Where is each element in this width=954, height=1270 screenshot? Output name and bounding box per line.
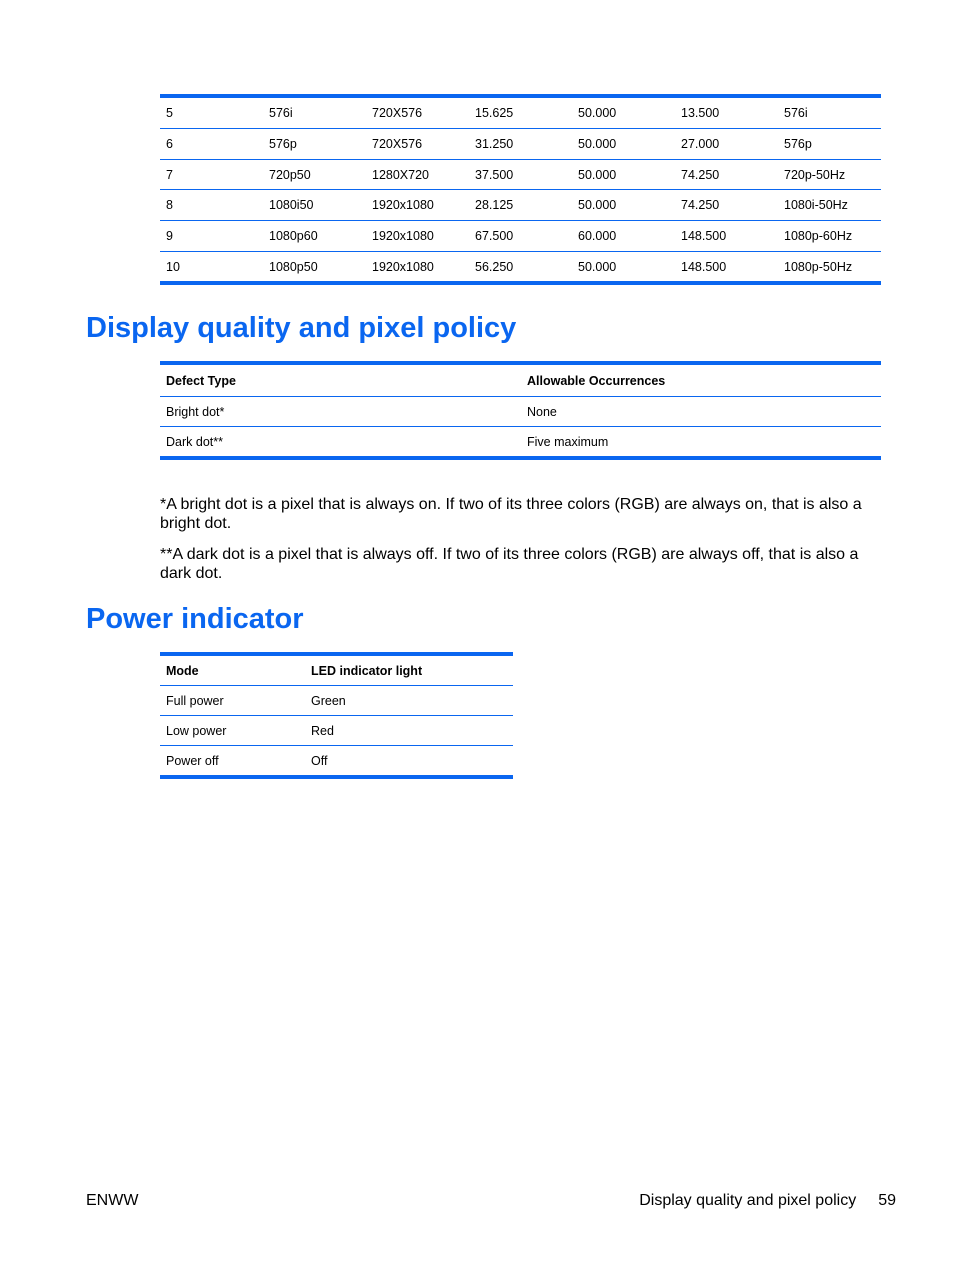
table-cell: 1920x1080 (366, 251, 469, 283)
table-cell: 50.000 (572, 190, 675, 221)
table-row (160, 686, 513, 716)
column-header: LED indicator light (305, 654, 513, 686)
table-cell: 6 (160, 129, 263, 160)
section-title-power-indicator: Power indicator (86, 603, 304, 635)
table-cell: Dark dot** (160, 427, 521, 459)
table-cell: 13.500 (681, 106, 720, 120)
table-cell: 7 (160, 159, 263, 190)
table-cell: 576p (263, 129, 366, 160)
dark-dot-note: **A dark dot is a pixel that is always off. If two of its three colors (RGB) are always off, that is also a dark dot. (160, 546, 859, 582)
table-cell: 28.125 (469, 190, 572, 221)
table-cell: Bright dot* (166, 404, 225, 419)
table-cell: 27.000 (675, 129, 778, 160)
table-cell: 15.625 (475, 106, 514, 120)
table-row (160, 129, 881, 160)
table-cell: 5 (166, 106, 173, 120)
table-row (160, 190, 881, 221)
column-header: Defect Type (160, 363, 521, 397)
bright-dot-note: *A bright dot is a pixel that is always on. If two of its three colors (RGB) are always on, that is also a bright dot. (160, 496, 862, 532)
pixel-defect-table (160, 361, 881, 460)
table-cell: 1080i50 (263, 190, 366, 221)
footer-doc-code: ENWW (86, 1192, 139, 1209)
table-cell: 50.000 (578, 106, 617, 120)
table-cell: 576p (778, 129, 881, 160)
table-cell: 1080p-60Hz (778, 221, 881, 252)
table-row (160, 397, 881, 427)
table-cell: 74.250 (675, 159, 778, 190)
table-row (160, 716, 513, 746)
table-cell: 10 (160, 251, 263, 283)
column-header: Allowable Occurrences (521, 363, 881, 397)
table-cell: 720X576 (366, 129, 469, 160)
table-row (160, 251, 881, 283)
table-cell: Full power (166, 693, 224, 708)
table-cell: 1280X720 (366, 159, 469, 190)
footer-section-name: Display quality and pixel policy (639, 1192, 857, 1209)
table-row (160, 96, 881, 129)
page-number: 59 (878, 1192, 896, 1209)
table-row (160, 159, 881, 190)
table-cell: 576i (269, 106, 293, 120)
table-cell: 148.500 (675, 221, 778, 252)
table-cell: 720p50 (263, 159, 366, 190)
table-cell: None (527, 404, 557, 419)
table-cell: Low power (160, 716, 305, 746)
table-cell: 50.000 (572, 251, 675, 283)
table-cell: Five maximum (521, 427, 881, 459)
table-cell: 74.250 (675, 190, 778, 221)
power-indicator-table (160, 652, 513, 779)
table-header-row (160, 363, 881, 397)
table-cell: 50.000 (572, 129, 675, 160)
table-cell: 1080i-50Hz (778, 190, 881, 221)
table-cell: 31.250 (469, 129, 572, 160)
table-cell: Off (305, 746, 513, 778)
table-cell: 50.000 (572, 159, 675, 190)
table-cell: 1920x1080 (366, 190, 469, 221)
table-cell: 148.500 (675, 251, 778, 283)
table-cell: 56.250 (469, 251, 572, 283)
table-cell: 37.500 (469, 159, 572, 190)
section-title-pixel-policy: Display quality and pixel policy (86, 312, 517, 344)
table-cell: Power off (160, 746, 305, 778)
table-header-row (160, 654, 513, 686)
table-row (160, 746, 513, 778)
table-row (160, 427, 881, 459)
table-cell: 1080p-50Hz (778, 251, 881, 283)
video-timing-table (160, 94, 881, 285)
table-cell: 1080p60 (263, 221, 366, 252)
table-row (160, 221, 881, 252)
table-cell: 576i (784, 106, 808, 120)
table-cell: 9 (160, 221, 263, 252)
table-cell: 60.000 (572, 221, 675, 252)
table-cell: 67.500 (469, 221, 572, 252)
table-cell: 720X576 (372, 106, 423, 120)
footer-page-info (639, 1192, 896, 1210)
table-cell: 720p-50Hz (778, 159, 881, 190)
table-cell: 8 (160, 190, 263, 221)
table-cell: 1920x1080 (366, 221, 469, 252)
table-cell: Green (311, 693, 346, 708)
table-cell: Red (305, 716, 513, 746)
column-header: Mode (160, 654, 305, 686)
table-cell: 1080p50 (263, 251, 366, 283)
